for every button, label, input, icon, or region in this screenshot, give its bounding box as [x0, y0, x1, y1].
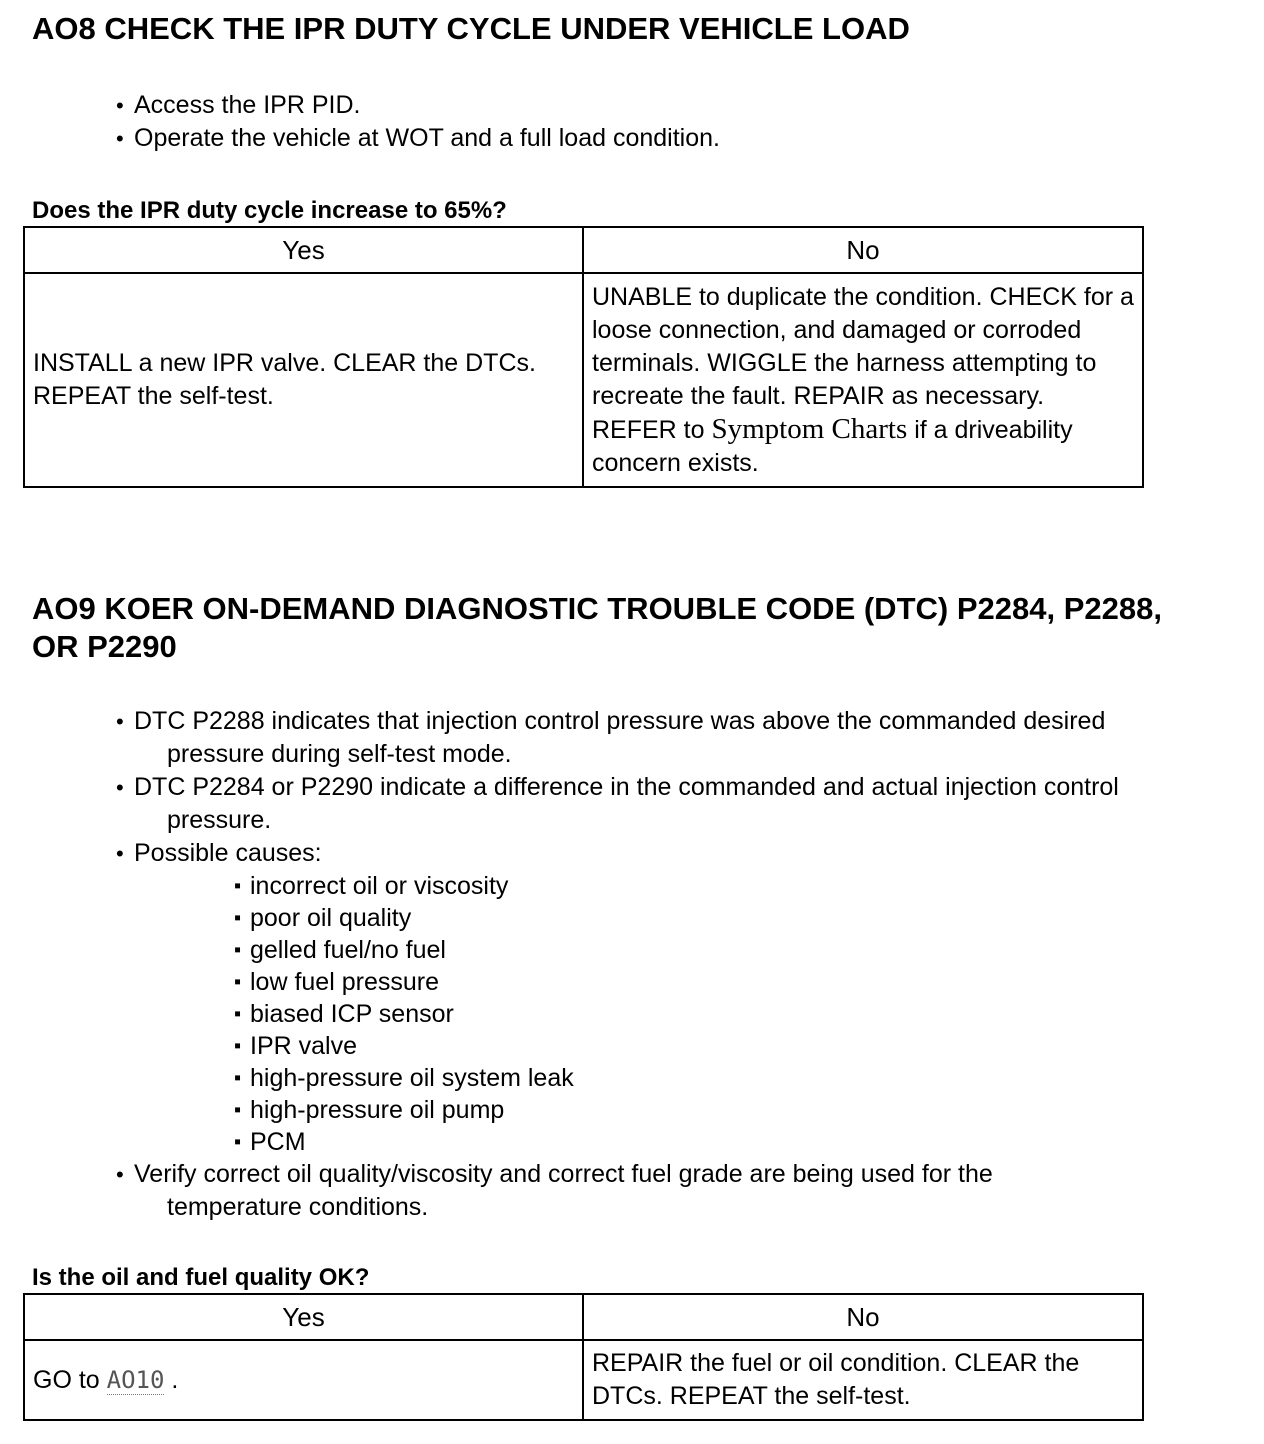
ao9-answer-table — [23, 1293, 1144, 1421]
yes-cell: INSTALL a new IPR valve. CLEAR the DTCs. REPEAT the self-test. — [24, 273, 583, 487]
yes-header: Yes — [24, 1294, 583, 1340]
no-cell — [583, 273, 1143, 487]
cause-text: poor oil quality — [250, 904, 412, 932]
no-header: No — [583, 1294, 1143, 1340]
cause-text: gelled fuel/no fuel — [250, 936, 446, 964]
ao8-question: Does the IPR duty cycle increase to 65%? — [32, 197, 507, 224]
yes-cell — [24, 1340, 583, 1420]
cause-text: PCM — [250, 1128, 306, 1156]
no-cell: REPAIR the fuel or oil condition. CLEAR the DTCs. REPEAT the self-test. — [583, 1340, 1143, 1420]
ao9-bullet-list — [116, 705, 1246, 1224]
list-item — [116, 705, 1246, 771]
cause-item — [234, 998, 1246, 1030]
cause-text: high-pressure oil system leak — [250, 1064, 574, 1092]
ao8-answer-table — [23, 226, 1144, 488]
cause-item — [234, 934, 1246, 966]
cause-text: biased ICP sensor — [250, 1000, 454, 1028]
symptom-charts-link[interactable]: Symptom Charts — [711, 412, 908, 445]
cause-item — [234, 1062, 1246, 1094]
no-header: No — [583, 227, 1143, 273]
cause-item — [234, 1126, 1246, 1158]
cause-text: IPR valve — [250, 1032, 357, 1060]
yes-cell-text: GO to — [33, 1365, 107, 1394]
cause-item — [234, 1030, 1246, 1062]
cause-item — [234, 870, 1246, 902]
list-item: • Operate the vehicle at WOT and a full load condition. — [116, 122, 720, 155]
bullet-text: DTC P2288 indicates that injection control pressure was above the commanded desired — [134, 707, 1106, 735]
no-cell-text: UNABLE to duplicate the condition. CHECK for a loose connection, and damaged or corroded terminals. WIGGLE the harness attempting to recreate the fault. REPAIR as necessary. REFER to — [592, 282, 1134, 444]
list-item — [116, 837, 1246, 1158]
ao8-bullet-list — [116, 89, 720, 155]
list-item — [116, 1158, 1246, 1224]
cause-item — [234, 902, 1246, 934]
list-item — [116, 771, 1246, 837]
cause-text: low fuel pressure — [250, 968, 439, 996]
yes-header: Yes — [24, 227, 583, 273]
bullet-text: DTC P2284 or P2290 indicate a difference in the commanded and actual injection control — [134, 773, 1119, 801]
cause-text: incorrect oil or viscosity — [250, 872, 509, 900]
bullet-text: Verify correct oil quality/viscosity and correct fuel grade are being used for the — [134, 1160, 993, 1188]
section-heading-ao9: AO9 KOER ON-DEMAND DIAGNOSTIC TROUBLE CODE (DTC) P2284, P2288, OR P2290 — [32, 591, 1162, 664]
bullet-text-continued: pressure during self-test mode. — [167, 740, 512, 768]
cause-item — [234, 966, 1246, 998]
bullet-text-continued: temperature conditions. — [167, 1193, 429, 1221]
possible-causes-list — [134, 870, 1246, 1158]
list-item: • Access the IPR PID. — [116, 89, 720, 122]
ao10-link[interactable]: AO10 — [106, 1365, 165, 1394]
yes-cell-text-end: . — [164, 1365, 179, 1394]
no-cell-text-end: if a driveability concern exists. — [592, 415, 1073, 477]
section-heading-ao8: AO8 CHECK THE IPR DUTY CYCLE UNDER VEHICLE LOAD — [32, 11, 910, 46]
cause-text: high-pressure oil pump — [250, 1096, 505, 1124]
ao9-question: Is the oil and fuel quality OK? — [32, 1264, 370, 1291]
bullet-text: Possible causes: — [134, 839, 322, 867]
bullet-text-continued: pressure. — [167, 806, 272, 834]
cause-item — [234, 1094, 1246, 1126]
